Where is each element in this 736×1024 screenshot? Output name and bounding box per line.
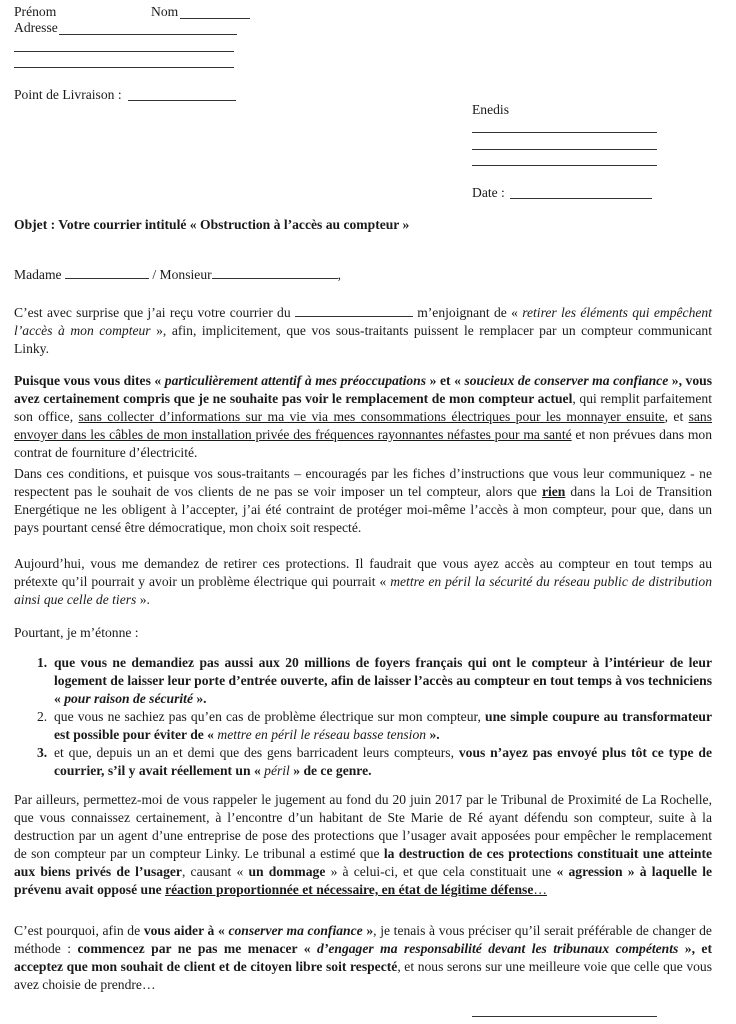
text-run: particulièrement attentif à mes préoccupations	[164, 373, 427, 388]
monsieur-name-field[interactable]	[212, 266, 338, 279]
salutation-comma: ,	[337, 267, 342, 282]
recipient-name: Enedis	[472, 102, 509, 117]
text-run: que vous ne demandiez pas aussi aux 20 millions de foyers français qui ont le compteur à l’intérieur de leur logement de laisser leur porte d’entrée ouverte, afin de laisser l’accès au compteur en tout temps à vos techniciens «	[54, 655, 712, 706]
salutation	[14, 266, 341, 283]
delivery-point-label: Point de Livraison :	[14, 87, 122, 102]
paragraph-intro	[14, 304, 712, 358]
text-run: retirer les éléments qui empêchent l’accès à mon compteur	[14, 305, 712, 338]
list-item	[14, 654, 712, 708]
address-field-line-3[interactable]	[14, 67, 234, 68]
text-run: , et nous serons sur une meilleure voie que celle que vous avez choisie de prendre…	[14, 959, 712, 992]
signature-field[interactable]	[472, 1016, 657, 1017]
text-run: ».	[136, 592, 150, 607]
text-run: commencez par ne pas me menacer «	[77, 941, 318, 956]
lastname-label: Nom	[151, 4, 179, 19]
text-run: que vous ne sachiez pas qu’en cas de problème électrique sur mon compteur,	[54, 709, 486, 724]
text-run: », vous avez certainement compris que je ne souhaite pas voir le remplacement de mon compteur actuel	[14, 373, 713, 406]
text-run: soucieux de conserver ma confiance	[464, 373, 669, 388]
text-run: Dans ces conditions, et puisque vos sous-traitants – encouragés par les fiches d’instructions que vous leur communiquez - ne respectent pas le souhait de vos clients de ne pas se voir imposer un tel compteur, alors que	[14, 466, 712, 499]
text-run: , qui remplit parfaitement son office,	[14, 391, 712, 424]
recipient-address-line-1[interactable]	[472, 132, 657, 133]
text-run: mettre en péril la sécurité du réseau public de distribution ainsi que celle de tiers	[14, 574, 713, 607]
address-label: Adresse	[14, 20, 58, 35]
list-number: 2.	[37, 709, 48, 724]
text-run: péril	[264, 763, 290, 778]
text-run: et que, depuis un an et demi que des gens barricadent leurs compteurs,	[54, 745, 459, 760]
text-run: dans la Loi de Transition Energétique ne les obligent à l’accepter, j’ai été contraint de protéger moi-même l’accès à mon compteur, pour que, dans un pays pourtant censé être démocratique, mon choix soit respecté.	[14, 484, 712, 535]
text-run: conserver ma confiance	[228, 923, 363, 938]
text-run: », et acceptez que mon souhait de client et de citoyen libre soit respecté	[14, 941, 712, 974]
address-field-line-1[interactable]	[59, 34, 237, 35]
text-run: Pourtant, je m’étonne :	[14, 625, 139, 640]
paragraph-however	[14, 624, 712, 642]
paragraph-judgment	[14, 791, 712, 899]
text-run: sans collecter d’informations sur ma vie via mes consommations électriques pour les monnayer ensuite	[78, 409, 665, 424]
text-run: et non prévues dans mon contrat de fourniture d’électricité.	[14, 427, 712, 460]
text-run: ».	[426, 727, 440, 742]
madame-name-field[interactable]	[65, 266, 149, 279]
text-run: Puisque vous vous dites «	[14, 373, 165, 388]
date-blank-field[interactable]	[295, 304, 413, 317]
text-run: réaction proportionnée et nécessaire, en état de légitime défense	[165, 882, 534, 897]
subject-line: Objet : Votre courrier intitulé « Obstruction à l’accès au compteur »	[14, 217, 410, 232]
text-run: m’enjoignant de «	[412, 305, 523, 320]
text-run: » et «	[426, 373, 465, 388]
text-run: « agression » à laquelle le prévenu avait opposé une	[14, 864, 713, 897]
salutation-monsieur: / Monsieur	[152, 267, 212, 282]
text-run: ».	[192, 691, 207, 706]
text-run: C’est pourquoi, afin de	[14, 923, 144, 938]
firstname-label: Prénom	[14, 4, 57, 19]
text-run: une simple coupure au transformateur est possible pour éviter de «	[54, 709, 712, 742]
text-run: sans envoyer dans les câbles de mon installation privée des fréquences rayonnantes néfastes pour ma santé	[14, 409, 713, 442]
date-label: Date :	[472, 185, 505, 200]
salutation-madame: Madame	[14, 267, 62, 282]
text-run: vous n’ayez pas envoyé plus tôt ce type de courrier, s’il y avait réellement un «	[54, 745, 712, 778]
text-run: vous aider à «	[143, 923, 229, 938]
text-run: Par ailleurs, permettez-moi de vous rappeler le jugement au fond du 20 juin 2017 par le Tribunal de Proximité de La Rochelle, que vous connaissez certainement, à l’encontre d’un habitant de Ste Marie de Ré ayant défendu son compteur, suite à la destruction par un agent d’une entreprise de pose des protections que l’usager avait apposées pour empêcher le remplacement de son compteur par un compteur Linky. Le tribunal a estimé que	[14, 792, 712, 861]
list-number: 1.	[37, 655, 48, 670]
text-run: », afin, implicitement, que vos sous-traitants puissent le remplacer par un compteur communicant Linky.	[14, 323, 712, 356]
objections-list	[14, 654, 712, 780]
recipient-address-line-3[interactable]	[472, 165, 657, 166]
recipient-address-line-2[interactable]	[472, 149, 657, 150]
paragraph-conclusion	[14, 922, 712, 994]
address-field-line-2[interactable]	[14, 51, 234, 52]
text-run: la destruction de ces protections constituait une atteinte aux biens privés de l’usager	[14, 846, 713, 879]
text-run: mettre en péril le réseau basse tension	[217, 727, 427, 742]
text-run: »	[362, 923, 374, 938]
list-item	[14, 708, 712, 744]
text-run: » à celui-ci, et que cela constituait une	[325, 864, 557, 879]
text-run: d’engager ma responsabilité devant les tribunaux compétents	[317, 941, 679, 956]
list-number: 3.	[37, 745, 48, 760]
paragraph-today	[14, 555, 712, 609]
text-run: , causant «	[181, 864, 249, 879]
list-item	[14, 744, 712, 780]
list-item-text	[54, 709, 712, 742]
list-item-text	[54, 655, 712, 706]
text-run: » de ce genre.	[289, 763, 372, 778]
list-item-text	[54, 745, 712, 778]
paragraph-confidence	[14, 372, 712, 462]
lastname-field[interactable]	[180, 18, 250, 19]
text-run: , et	[664, 409, 689, 424]
text-run: rien	[541, 484, 566, 499]
delivery-point-field[interactable]	[128, 100, 236, 101]
text-run: pour raison de sécurité	[64, 691, 193, 706]
text-run: C’est avec surprise que j’ai reçu votre courrier du	[14, 305, 295, 320]
text-run: …	[533, 882, 547, 897]
text-run: Aujourd’hui, vous me demandez de retirer ces protections. Il faudrait que vous ayez accès au compteur en tout temps au prétexte qu’il pourrait y avoir un problème électrique qui pourrait «	[14, 556, 712, 589]
text-run: un dommage	[248, 864, 326, 879]
text-run: , je tenais à vous préciser qu’il serait préférable de changer de méthode :	[14, 923, 712, 956]
paragraph-conditions	[14, 465, 712, 537]
date-field[interactable]	[510, 198, 652, 199]
